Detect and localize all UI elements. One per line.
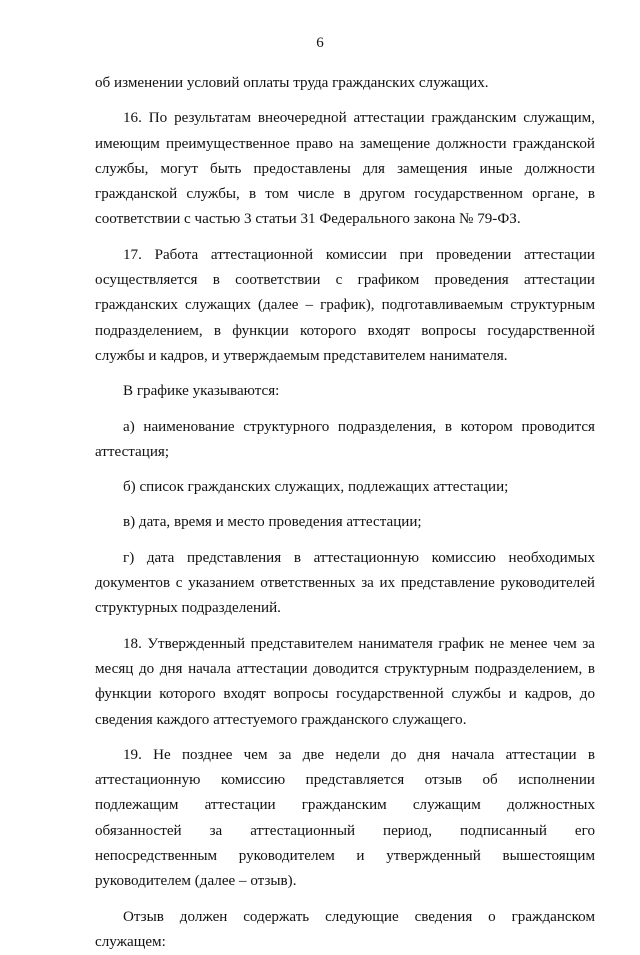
list-item-a: а) наименование структурного подразделения, в котором проводится аттестация; [95, 418, 595, 460]
paragraph-19: 19. Не позднее чем за две недели до дня начала аттестации в аттестационную комиссию представляется отзыв об исполнении подлежащим аттестации гражданским служащим должностных обязанностей за аттестационный период, подписанный его непосредственным руководителем и утвержденный вышестоящим руководителем (далее – отзыв). [95, 746, 595, 890]
page-number: 6 [316, 35, 324, 51]
paragraph-continuation: об изменении условий оплаты труда гражданских служащих. [95, 75, 489, 91]
paragraph-schedule-intro: В графике указываются: [123, 383, 280, 400]
paragraph-review-content: Отзыв должен содержать следующие сведения о гражданском служащем: [95, 908, 595, 950]
document-body [95, 71, 595, 955]
list-item-g: г) дата представления в аттестационную комиссию необходимых документов с указанием ответственных за их представление руководителей структурных подразделений. [95, 549, 595, 617]
paragraph-18: 18. Утвержденный представителем нанимателя график не менее чем за месяц до дня начала аттестации доводится структурным подразделением, в функции которого входят вопросы государственной службы и кадров, до сведения каждого аттестуемого гражданского служащего. [95, 635, 595, 728]
paragraph-16: 16. По результатам внеочередной аттестации гражданским служащим, имеющим преимущественное право на замещение должности гражданской службы, могут быть предоставлены для замещения иные должности гражданской службы, в том числе в другом государственном органе, в соответствии с частью 3 статьи 31 Федерального закона № 79-ФЗ. [95, 110, 595, 228]
list-item-v: в) дата, время и место проведения аттестации; [123, 514, 422, 531]
list-item-b: б) список гражданских служащих, подлежащих аттестации; [123, 479, 509, 496]
paragraph-17: 17. Работа аттестационной комиссии при проведении аттестации осуществляется в соответствии с графиком проведения аттестации гражданских служащих (далее – график), подготавливаемым структурным подразделением, в функции которого входят вопросы государственной службы и кадров, и утверждаемым представителем нанимателя. [95, 246, 595, 364]
